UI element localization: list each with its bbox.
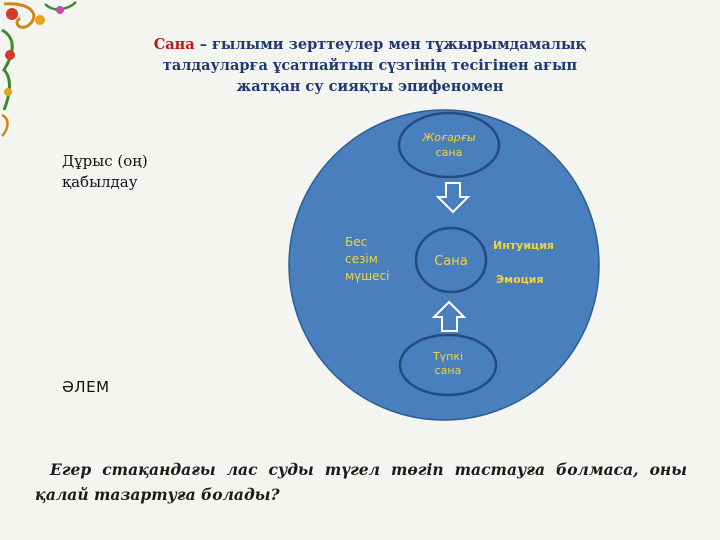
emotion-label: Эмоция — [496, 273, 544, 286]
top-node-line1: Жоғарғы — [422, 131, 476, 144]
title-accent: Сана — [153, 36, 195, 53]
correct-perception-line2: қабылдау — [62, 173, 138, 191]
correct-perception-line1: Дұрыс (оң) — [62, 152, 148, 170]
senses-line3: мүшесі — [345, 269, 390, 283]
intuition-label: Интуиция — [493, 239, 554, 252]
senses-line1: Бес — [345, 235, 368, 249]
top-node-line2: сана — [435, 146, 463, 159]
senses-line2: сезім — [345, 252, 378, 266]
title-text: – ғылыми зерттеулер мен тұжырымдамалық талдауларға ұсатпайтын сүзгінің тесігінен ағып жатқан су сияқты эпифеномен — [162, 36, 587, 95]
top-node — [399, 113, 499, 177]
bottom-node-line2: сана — [434, 364, 462, 377]
world-label: ӘЛЕМ — [62, 378, 110, 396]
question-text: Егер стақандағы лас суды түгел төгіп тастауға болмаса, оны қалай тазартуға болады? — [35, 460, 687, 504]
center-node-label: Сана — [434, 254, 468, 269]
bottom-node-line1: Түпкі — [432, 350, 464, 363]
